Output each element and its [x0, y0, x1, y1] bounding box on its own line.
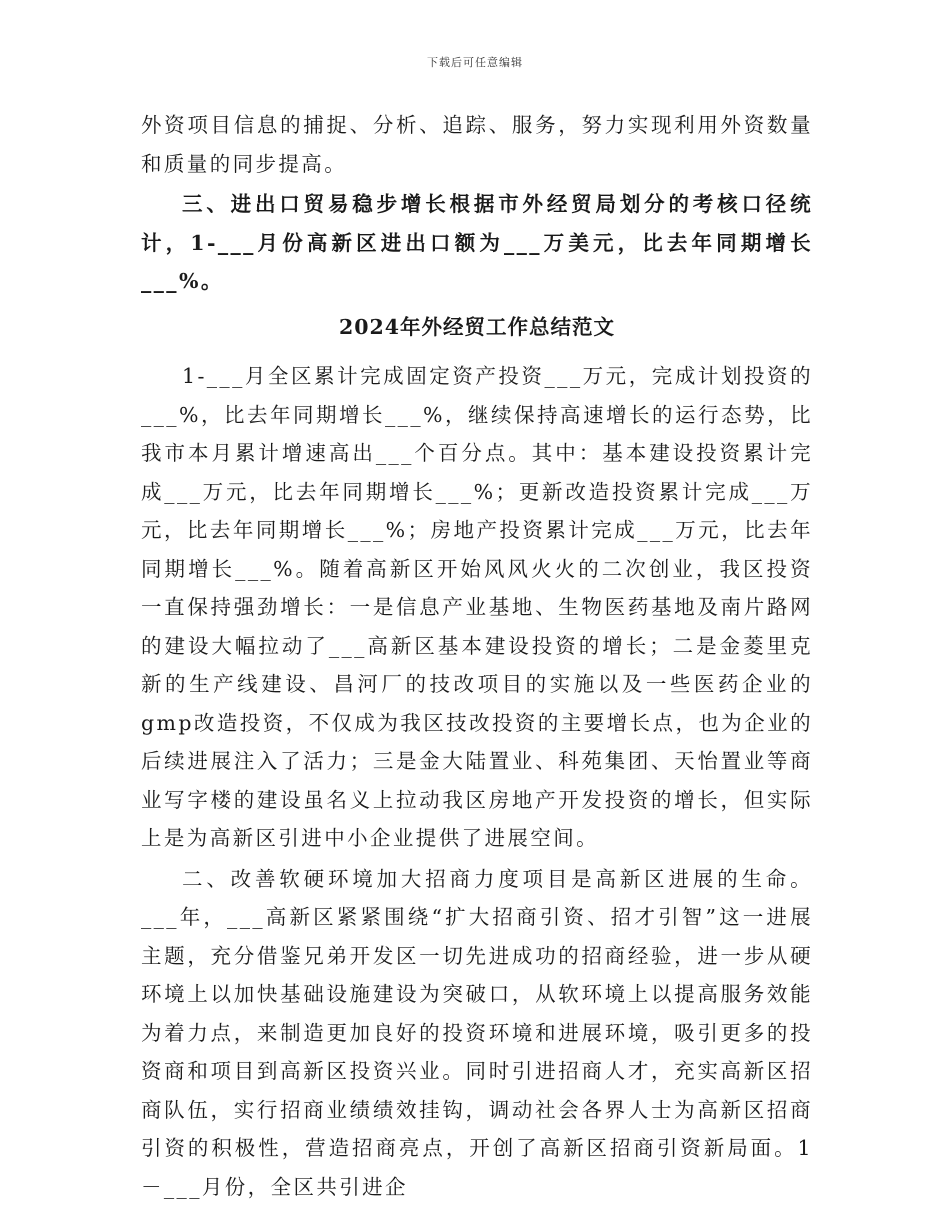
continuation-paragraph: 外资项目信息的捕捉、分析、追踪、服务，努力实现利用外资数量和质量的同步提高。	[141, 113, 813, 176]
document-title: 2024年外经贸工作总结范文	[338, 314, 616, 339]
investment-paragraph: 1-___月全区累计完成固定资产投资___万元，完成计划投资的___%，比去年同期增长___%，继续保持高速增长的运行态势，比我市本月累计增速高出___个百分点。其中：基本建设投资累计完成___万元，比去年同期增长___%；更新改造投资累计完成___万元，比去年同期增长___%；房地产投资累计完成___万元，比去年同期增长___%。随着高新区开始风风火火的二次创业，我区投资一直保持强劲增长：一是信息产业基地、生物医药基地及南片路网的建设大幅拉动了___高新区基本建设投资的增长；二是金菱里克新的生产线建设、昌河厂的技改项目的实施以及一些医药企业的gmp改造投资，不仅成为我区技改投资的主要增长点，也为企业的后续进展注入了活力；三是金大陆置业、科苑集团、天怡置业等商业写字楼的建设虽名义上拉动我区房地产开发投资的增长，但实际上是为高新区引进中小企业提供了进展空间。	[141, 364, 813, 850]
document-body	[141, 106, 813, 1206]
section-three-heading: 三、进出口贸易稳步增长根据市外经贸局划分的考核口径统计，1-___月份高新区进出口额为___万美元，比去年同期增长___%。	[141, 192, 813, 293]
investment-environment-paragraph: 二、改善软硬环境加大招商力度项目是高新区进展的生命。___年，___高新区紧紧围绕“扩大招商引资、招才引智”这一进展主题，充分借鉴兄弟开发区一切先进成功的招商经验，进一步从硬环境上以加快基础设施建设为突破口，从软环境上以提高服务效能为着力点，来制造更加良好的投资环境和进展环境，吸引更多的投资商和项目到高新区投资兴业。同时引进招商人才，充实高新区招商队伍，实行招商业绩绩效挂钩，调动社会各界人士为高新区招商引资的积极性，营造招商亮点，开创了高新区招商引资新局面。1－___月份，全区共引进企	[141, 866, 813, 1199]
page-header: 下载后可任意编辑	[427, 56, 523, 69]
